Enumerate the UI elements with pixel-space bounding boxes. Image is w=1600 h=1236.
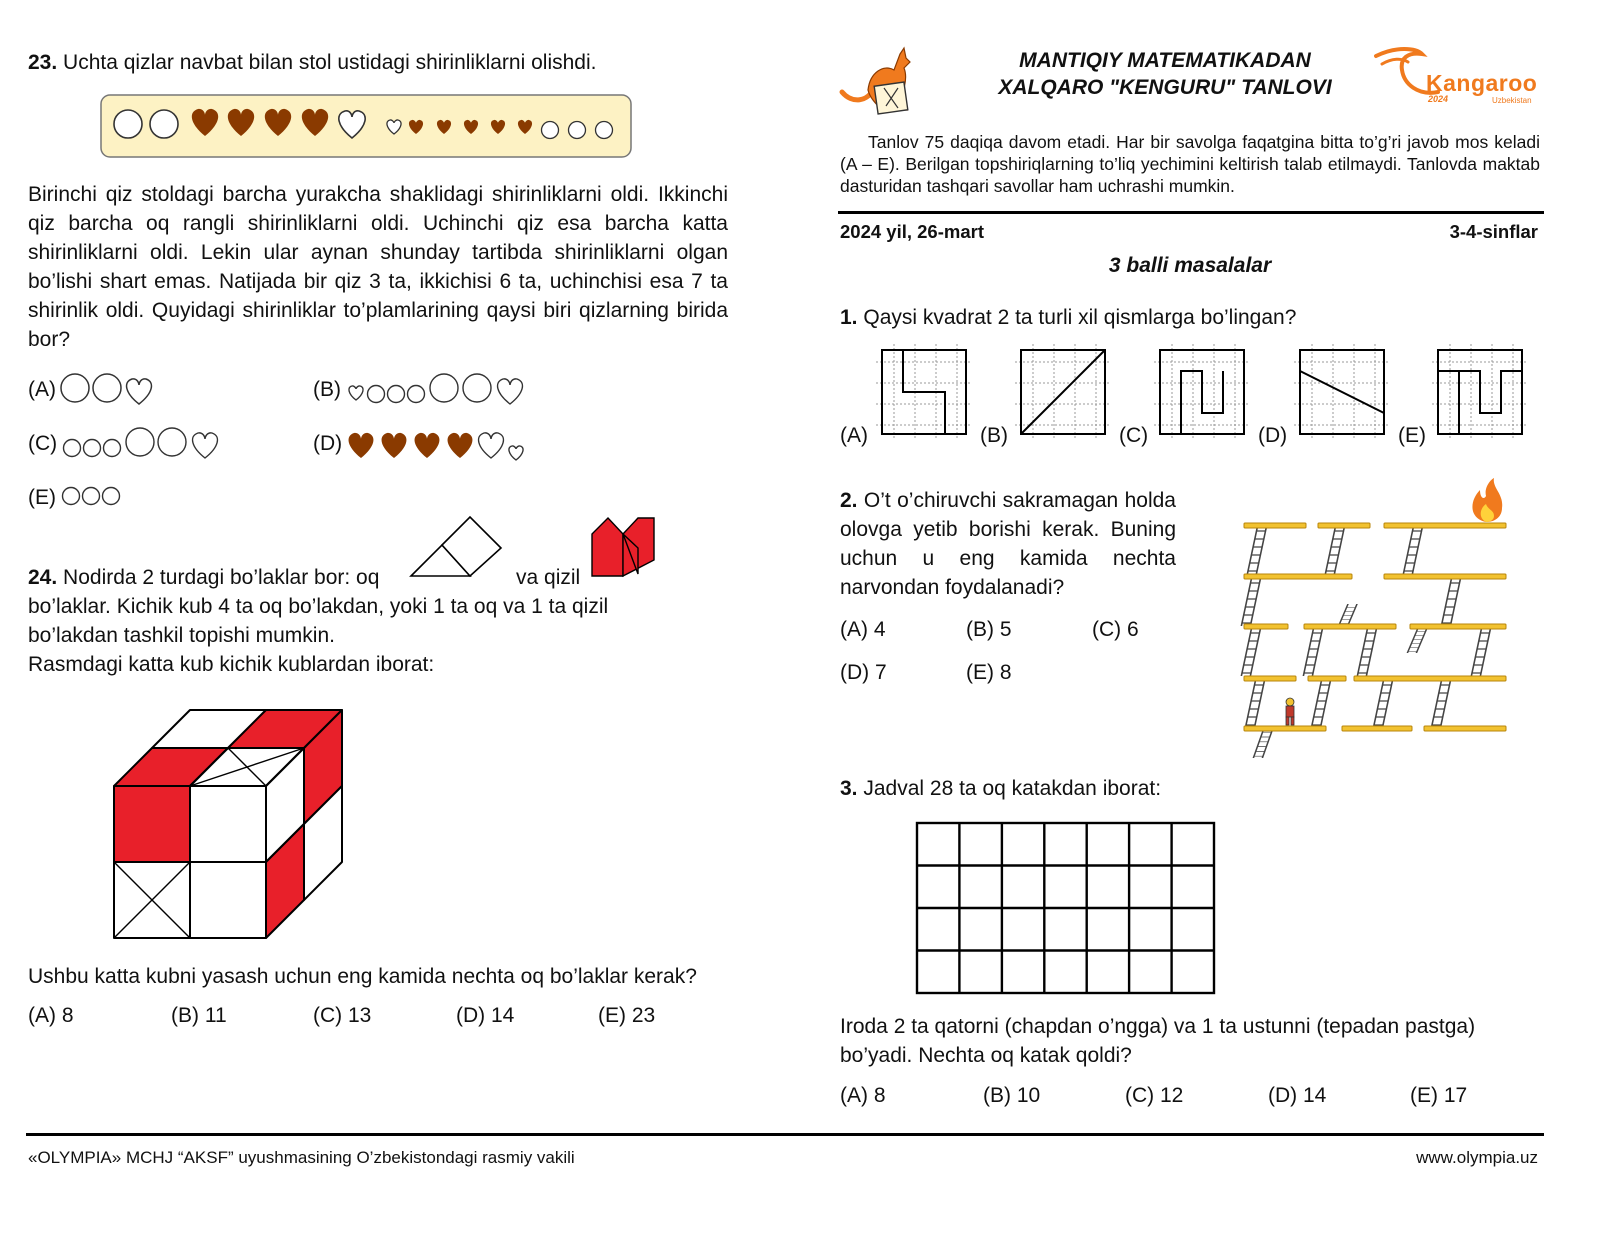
q23-option-c[interactable] (28, 424, 260, 464)
q2-option-c[interactable]: (C) 6 (1092, 618, 1139, 641)
header-title-line2: XALQARO "KENGURU" TANLOVI (998, 76, 1332, 99)
q24-option-b[interactable]: (B) 11 (171, 1004, 227, 1027)
q23-option-a-label: (A) (28, 378, 56, 401)
q23-option-d[interactable] (313, 424, 545, 464)
q3-text: Jadval 28 ta oq katakdan iborat: (863, 777, 1162, 800)
footer-divider (26, 1133, 1544, 1136)
q24-question: Ushbu katta kubni yasash uchun eng kamida nechta oq bo’laklar kerak? (28, 965, 697, 988)
white-piece-figure (408, 514, 504, 580)
logo-year: 2024 (1428, 94, 1449, 104)
q3-grid-figure (914, 820, 1218, 996)
red-piece-figure (590, 514, 656, 580)
q23-option-b-candies (344, 370, 544, 410)
q23-number: 23. (28, 51, 58, 74)
q1-prompt (840, 303, 1296, 332)
q23-option-a[interactable] (28, 370, 159, 410)
q3-option-c[interactable]: (C) 12 (1125, 1084, 1184, 1107)
q1-option-c-label[interactable]: (C) (1119, 424, 1149, 447)
q2-text: O’t o’chiruvchi sakramagan holda olovga yetib borishi kerak. Buning uchun u eng kamida nechta narvondan foydalanadi? (840, 489, 1176, 599)
q23-option-e-label: (E) (28, 486, 56, 509)
q24-line1 (28, 563, 379, 592)
fire-icon (1472, 478, 1502, 522)
header-title (980, 47, 1350, 101)
q23-prompt (28, 48, 728, 77)
q2-option-e[interactable]: (E) 8 (966, 661, 1012, 684)
q24-option-a[interactable]: (A) 8 (28, 1004, 74, 1027)
q23-option-d-label: (D) (313, 432, 343, 455)
q2-option-b[interactable]: (B) 5 (966, 618, 1012, 641)
q24-option-e[interactable]: (E) 23 (598, 1004, 656, 1027)
q1-square-c[interactable] (1150, 340, 1254, 444)
q3-option-a[interactable]: (A) 8 (840, 1084, 886, 1107)
q2-option-a[interactable]: (A) 4 (840, 618, 886, 641)
q3-prompt (840, 774, 1161, 803)
q24-text2: va qizil (516, 566, 581, 589)
header-title-line1: MANTIQIY MATEMATIKADAN (1019, 49, 1311, 72)
q23-option-b[interactable] (313, 370, 544, 410)
logo-country: Uzbekistan (1492, 96, 1532, 105)
q1-square-e[interactable] (1428, 340, 1532, 444)
q23-body: Birinchi qiz stoldagi barcha yurakcha shaklidagi shirinliklarni oldi. Ikkinchi qiz barcha oq rangli shirinliklarni oldi. Uchinchi qiz esa barcha katta shirinliklarni oldi. Lekin ular aynan shunday tartibda shirinliklarni olgan bo’lishi shart emas. Natijada bir qiz 3 ta, ikkichisi 6 ta, uchinchisi esa 7 ta shirinlik oldi. Quyidagi shirinliklar to’plamlarining qaysi biri qizlarning birida bor? (28, 183, 728, 351)
kangaroo-mascot-icon (838, 44, 918, 116)
q2-option-d[interactable]: (D) 7 (840, 661, 887, 684)
q3-text2: Iroda 2 ta qatorni (chapdan o’ngga) va 1 ta ustunni (tepadan pastga) bo’yadi. Nechta oq katak qoldi? (840, 1015, 1476, 1067)
q3-option-e[interactable]: (E) 17 (1410, 1084, 1468, 1107)
q24-text4: Rasmdagi katta kub kichik kublardan iborat: (28, 653, 435, 676)
q24-text3: bo’laklar. Kichik kub 4 ta oq bo’lakdan, yoki 1 ta oq va 1 ta qizil bo’lakdan tashkil topishi mumkin. (28, 595, 609, 647)
q1-option-b-label[interactable]: (B) (980, 424, 1008, 447)
q1-number: 1. (840, 306, 858, 329)
footer-link[interactable]: www.olympia.uz (1416, 1148, 1538, 1167)
firefighter-icon (1286, 698, 1294, 725)
candy-table (100, 94, 634, 160)
q1-option-e-label[interactable]: (E) (1398, 424, 1426, 447)
section-title: 3 balli masalalar (1108, 254, 1272, 277)
q3-option-d[interactable]: (D) 14 (1268, 1084, 1327, 1107)
q23-option-e-candies (59, 478, 129, 518)
q1-square-a[interactable] (872, 340, 976, 444)
exam-date: 2024 yil, 26-mart (840, 221, 984, 242)
q2-prompt (840, 486, 1176, 602)
q1-text: Qaysi kvadrat 2 ta turli xil qismlarga bo’lingan? (863, 306, 1297, 329)
header-intro: Tanlov 75 daqiqa davom etadi. Har bir savolga faqatgina bitta to’g’ri javob mos keladi (A – E). Berilgan topshiriqlarning to’liq yechimini keltirish talab etilmaydi. Tanlovda maktab dasturidan tashqari savollar ham uchrashi mumkin. (840, 132, 1540, 196)
q24-option-d[interactable]: (D) 14 (456, 1004, 515, 1027)
q23-option-c-candies (60, 424, 260, 464)
q2-number: 2. (840, 489, 858, 512)
q23-prompt-text: Uchta qizlar navbat bilan stol ustidagi shirinliklarni olishdi. (63, 51, 597, 74)
logo-text: Kangaroo (1426, 70, 1538, 96)
q3-option-b[interactable]: (B) 10 (983, 1084, 1041, 1107)
q23-option-a-candies (59, 370, 159, 410)
q23-option-e[interactable] (28, 478, 129, 518)
q1-square-d[interactable] (1290, 340, 1394, 444)
q3-number: 3. (840, 777, 858, 800)
q1-option-d-label[interactable]: (D) (1258, 424, 1288, 447)
big-cube-figure (108, 706, 348, 944)
q24-number: 24. (28, 566, 58, 589)
q23-option-d-candies (345, 424, 545, 464)
q23-option-b-label: (B) (313, 378, 341, 401)
q1-square-b[interactable] (1011, 340, 1115, 444)
q24-option-c[interactable]: (C) 13 (313, 1004, 372, 1027)
exam-grade: 3-4-sinflar (1449, 221, 1538, 242)
q23-option-c-label: (C) (28, 432, 58, 455)
ladder-puzzle-figure (1238, 476, 1514, 760)
footer-left: «OLYMPIA» MCHJ “AKSF” uyushmasining O’zbekistondagi rasmiy vakili (28, 1148, 575, 1167)
q1-option-a-label[interactable]: (A) (840, 424, 868, 447)
header-divider (838, 211, 1544, 214)
kangaroo-logo (1372, 44, 1544, 106)
q24-text1: Nodirda 2 turdagi bo’laklar bor: oq (63, 566, 380, 589)
